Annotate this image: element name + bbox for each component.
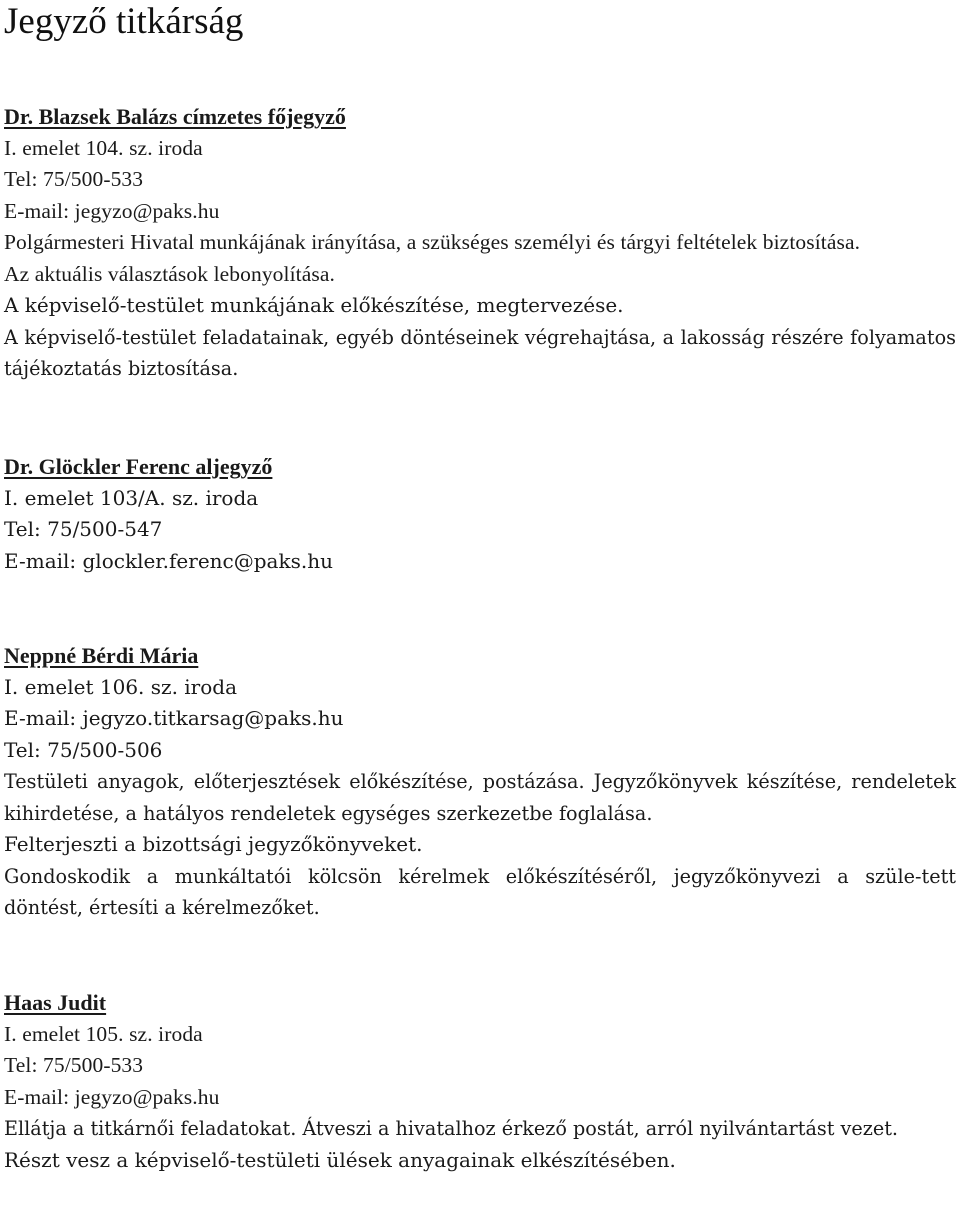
phone-number: Tel: 75/500-547	[4, 517, 163, 541]
email-address: E-mail: glockler.ferenc@paks.hu	[4, 548, 333, 573]
office-location: I. emelet 103/A. sz. iroda	[4, 485, 259, 510]
duty-text: Gondoskodik a munkáltatói kölcsön kérelmek előkészítéséről, jegyzőkönyvezi a szüle-tett döntést, értesíti a kérelmezőket.	[4, 864, 956, 919]
office-location: I. emelet 104. sz. iroda	[4, 135, 203, 160]
email-address: E-mail: jegyzo@paks.hu	[4, 198, 220, 223]
duty-text: Testületi anyagok, előterjesztések előkészítése, postázása. Jegyzőkönyvek készítése, rendeletek kihirdetése, a hatályos rendeletek egységes szerkezetbe foglalása.	[4, 770, 956, 825]
duty-text: Polgármesteri Hivatal munkájának irányítása, a szükséges személyi és tárgyi feltételek biztosítása.	[4, 230, 861, 254]
contact-section-neppne	[4, 640, 956, 924]
contact-section-glockler	[4, 451, 956, 577]
duty-text: Ellátja a titkárnői feladatokat. Átveszi a hivatalhoz érkező postát, arról nyilvántartást vezet.	[4, 1117, 899, 1140]
person-name: Haas Judit	[4, 990, 107, 1015]
person-name: Dr. Glöckler Ferenc aljegyző	[4, 454, 273, 479]
duty-text: Részt vesz a képviselő-testületi ülések anyagainak elkészítésében.	[4, 1147, 676, 1172]
phone-number: Tel: 75/500-533	[4, 167, 144, 191]
contact-section-haas	[4, 987, 956, 1176]
document-page	[4, 0, 956, 1172]
phone-number: Tel: 75/500-533	[4, 1053, 144, 1077]
person-name: Dr. Blazsek Balázs címzetes főjegyző	[4, 104, 346, 129]
duty-text: A képviselő-testület feladatainak, egyéb döntéseinek végrehajtása, a lakosság részére folyamatos tájékoztatás biztosítása.	[4, 325, 956, 380]
page-title: Jegyző titkárság	[4, 1, 244, 42]
office-location: I. emelet 105. sz. iroda	[4, 1021, 203, 1046]
email-address: E-mail: jegyzo.titkarsag@paks.hu	[4, 706, 344, 730]
phone-number: Tel: 75/500-506	[4, 737, 163, 762]
contact-section-blazsek	[4, 101, 956, 385]
duty-text: A képviselő-testület munkájának előkészítése, megtervezése.	[4, 293, 624, 317]
duty-text: Felterjeszti a bizottsági jegyzőkönyveket.	[4, 832, 423, 856]
office-location: I. emelet 106. sz. iroda	[4, 674, 238, 699]
email-address: E-mail: jegyzo@paks.hu	[4, 1084, 220, 1109]
duty-text: Az aktuális választások lebonyolítása.	[4, 261, 335, 286]
person-name: Neppné Bérdi Mária	[4, 643, 199, 668]
